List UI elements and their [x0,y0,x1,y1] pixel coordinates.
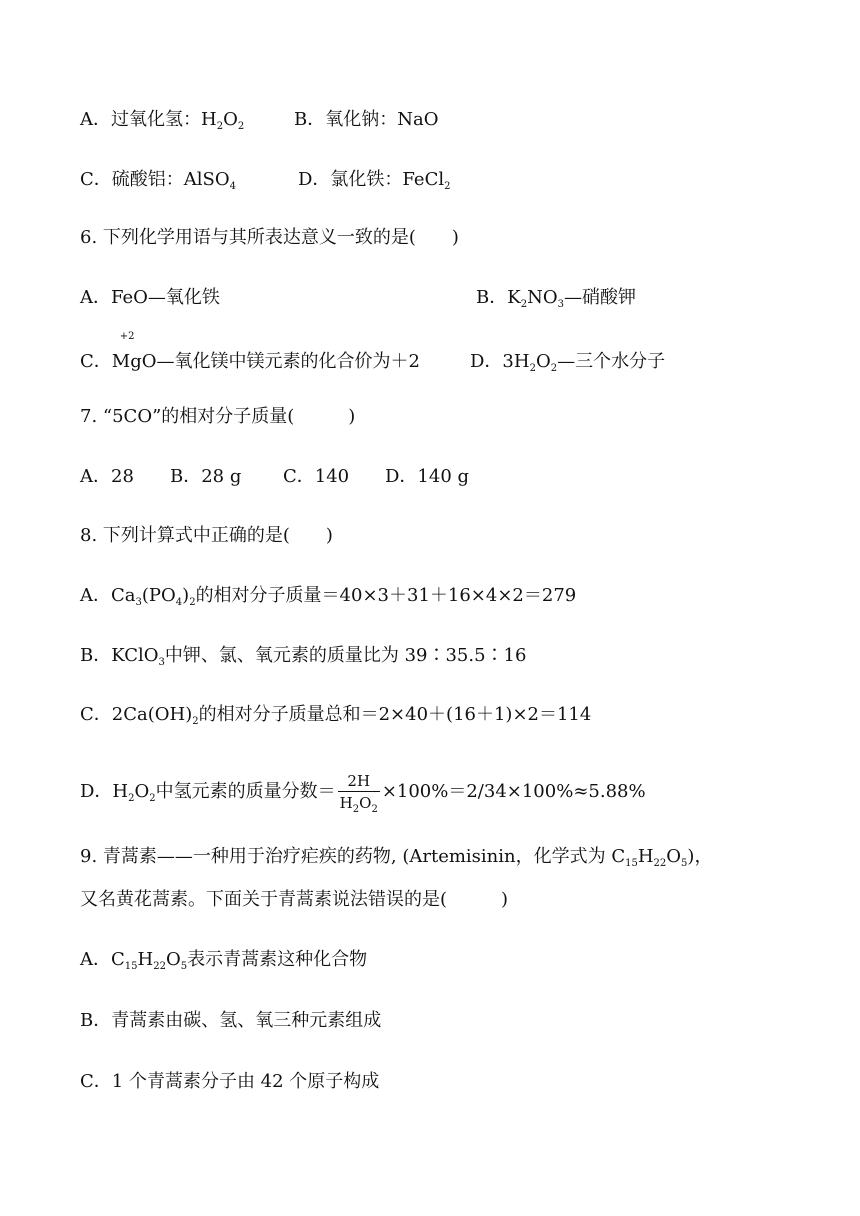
q6-option-b: B．$K_2NO_3—$硝酸钾 [476,287,636,310]
q5-option-c: C．硫酸铝：AlSO$_4$ [80,169,236,192]
valence-marker: +2 Mg [111,331,142,372]
q5-option-d: D．氯化铁：FeCl$_2$ [298,169,451,192]
q7-option-c: C．140 [283,466,350,487]
q7-option-a: A．28 [80,466,134,487]
q9-option-a: A．$C_{15}H_{22}O_5$表示青蒿素这种化合物 [80,949,368,972]
q6-stem: 6. 下列化学用语与其所表达意义一致的是( ) [80,227,459,248]
q7-option-b: B．28 g [170,466,242,487]
q9-stem-line1: 9. 青蒿素——一种用于治疗疟疾的药物, (Artemisinin，化学式为 $C_{15}H_{22}O_5$)， [80,846,713,869]
q9-option-b: B．青蒿素由碳、氢、氧三种元素组成 [80,1010,382,1031]
q7-option-d: D．140 g [385,466,470,487]
q9-stem-line2: 又名黄花蒿素。下面关于青蒿素说法错误的是( ) [80,889,509,910]
q6-option-c: C． +2 MgO—氧化镁中镁元素的化合价为＋2 [80,331,420,372]
q5-option-b: B．氧化钠：NaO [294,109,439,130]
q8-option-b: B．KClO$_3$中钾、氯、氧元素的质量比为 39∶35.5∶16 [80,645,527,668]
q6-option-a: A．FeO—氧化铁 [80,287,220,308]
q9-option-c: C．1 个青蒿素分子由 42 个原子构成 [80,1071,380,1092]
q7-stem: 7. “5CO”的相对分子质量( ) [80,406,356,427]
q8-option-c: C．$2Ca(OH)_2$的相对分子质量总和＝2×40＋(16＋1)×2＝114 [80,704,592,727]
q8-option-d: D．$H_2O_2$中氢元素的质量分数＝ $\frac{2H}{H_2O_2}$ ×100%＝2/34×100%≈5.88% [80,772,646,815]
q8-stem: 8. 下列计算式中正确的是( ) [80,525,333,546]
q6-option-d: D．$3H_2O_2—$三个水分子 [470,351,666,374]
fraction: $\frac{2H}{H_2O_2}$ [339,772,378,815]
q5-option-a: A．过氧化氢：$H_2O_2$ [80,109,245,132]
q8-option-a: A．$Ca_3(PO_4)_2$的相对分子质量＝40×3＋31＋16×4×2＝279 [80,585,577,608]
